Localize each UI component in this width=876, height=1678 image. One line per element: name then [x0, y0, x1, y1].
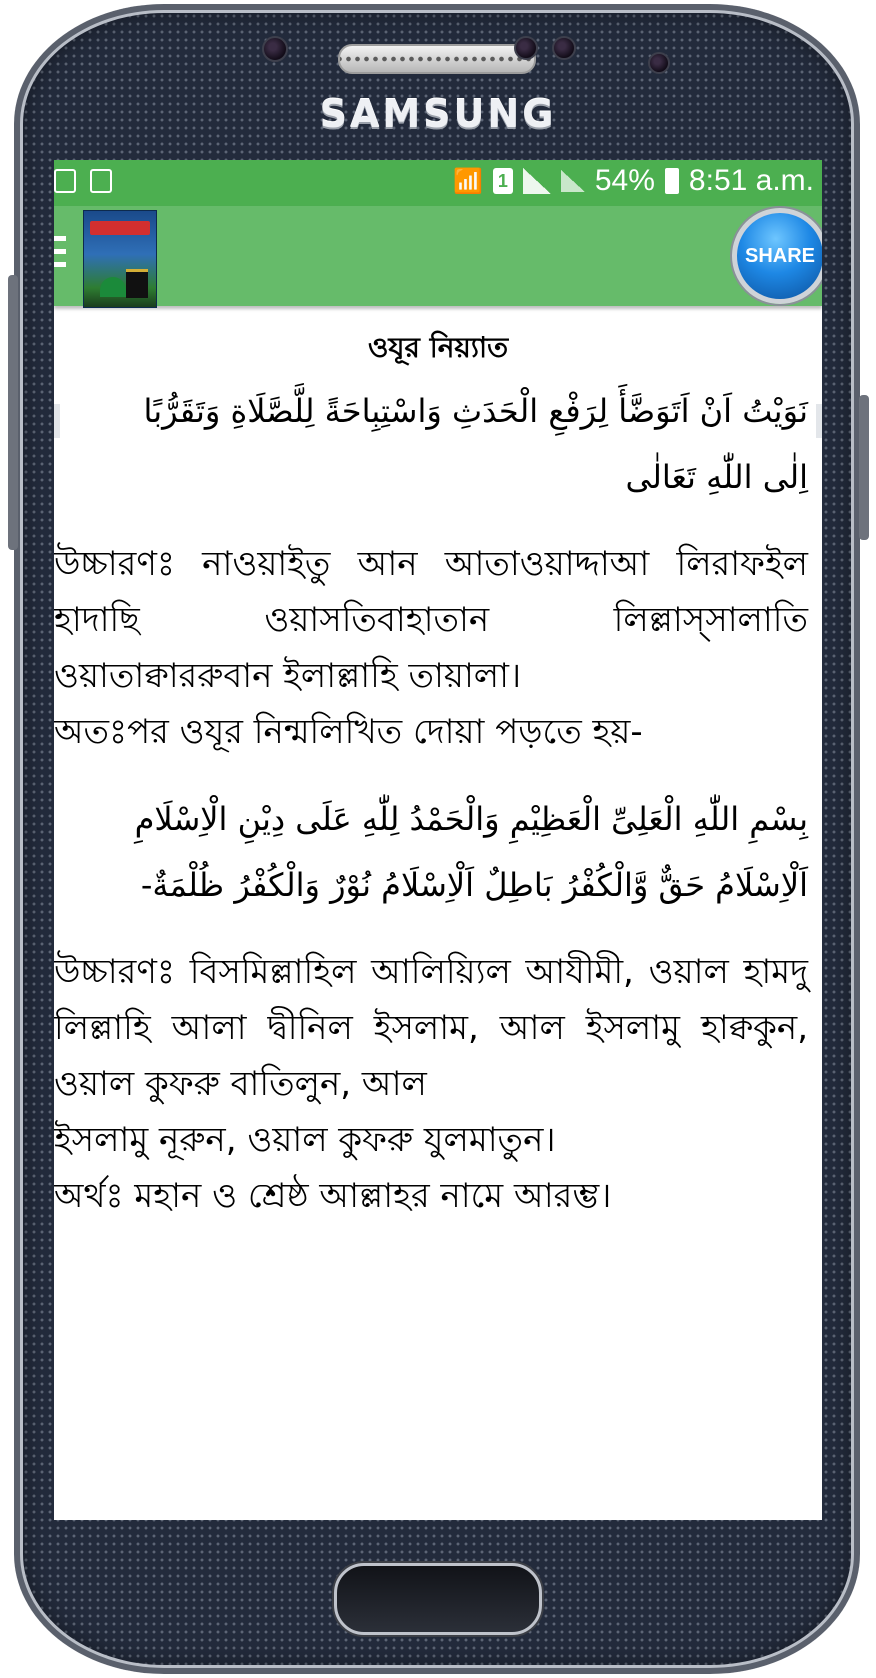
battery-icon [665, 168, 679, 194]
power-button [859, 395, 869, 540]
arabic-niyyah-text: نَوَيْتُ اَنْ اَتَوَضَّأَ لِرَفْعِ الْحَدَثِ وَاسْتِبِاحَةً لِلَّصَّلَاةِ وَتَقَرُّبًا اِلٰى اللّٰهِ تَعَالٰى [143, 392, 808, 496]
light-sensor-2 [552, 36, 576, 60]
status-bar [54, 160, 822, 206]
home-button[interactable] [334, 1563, 542, 1635]
logo-dome [100, 277, 126, 297]
app-bar [54, 206, 822, 306]
light-sensor [514, 36, 538, 60]
notification-icons [54, 169, 112, 193]
store-notification-icon [90, 169, 112, 193]
battery-percentage: 54% [594, 164, 655, 197]
dua-transliteration-end: ইসলামু নূরুন, ওয়াল কুফরু যুলমাতুন। [54, 1120, 556, 1160]
menu-icon[interactable] [54, 236, 66, 275]
earpiece-speaker [338, 44, 536, 74]
share-button[interactable]: SHARE [732, 208, 822, 304]
app-logo [83, 210, 157, 308]
volume-button [8, 275, 18, 550]
meaning-text: অর্থঃ মহান ও শ্রেষ্ঠ আল্লাহর নামে আরম্ভ। [54, 1176, 612, 1216]
proximity-sensor [262, 36, 288, 62]
logo-banner [90, 221, 150, 235]
sim-slot-badge: 1 [493, 168, 513, 194]
signal-strength-2-icon [561, 170, 585, 192]
system-icons [453, 164, 814, 198]
device-brand: SAMSUNG [319, 92, 557, 136]
front-camera [648, 52, 670, 74]
image-notification-icon [54, 169, 76, 193]
wifi-calling-icon: 📶 [452, 167, 483, 195]
article-content [54, 310, 822, 1224]
clock: 8:51 a.m. [688, 164, 814, 197]
transliteration-paragraph: উচ্চারণঃ নাওয়াইতু আন আতাওয়াদ্দাআ লিরাফইল হাদাছি ওয়াসতিবাহাতান লিল্লাস্সালাতি ওয়াতাক্বাররুবান ইলাল্লাহি তায়ালা। [54, 544, 808, 696]
logo-kaaba [126, 269, 148, 298]
instruction-text: অতঃপর ওযূর নিন্মলিখিত দোয়া পড়তে হয়- [54, 712, 643, 752]
arabic-dua-text: بِسْمِ اللّٰهِ الْعَلِىِّ الْعَظِيْمِ وَالْحَمْدُ لِلّٰهِ عَلَى دِيْنِ الْاِسْلَامِ اَلْاِسْلَامُ حَقٌّ وَّالْكُفْرُ بَاطِلٌ اَلْاِسْلَامُ نُوْرٌ وَالْكُفْرُ ظُلْمَةٌ- [134, 800, 808, 904]
page-title: ওযূর নিয়্যাত [367, 331, 509, 364]
dua-transliteration-paragraph: উচ্চারণঃ বিসমিল্লাহিল আলিয়্যিল আযীমী, ওয়াল হামদু লিল্লাহি আলা দ্বীনিল ইসলাম, আল ইসলামু হাক্বকুন, ওয়াল কুফরু বাতিলুন, আল [54, 952, 808, 1104]
signal-strength-icon [523, 168, 551, 194]
phone-screen [54, 160, 822, 1520]
